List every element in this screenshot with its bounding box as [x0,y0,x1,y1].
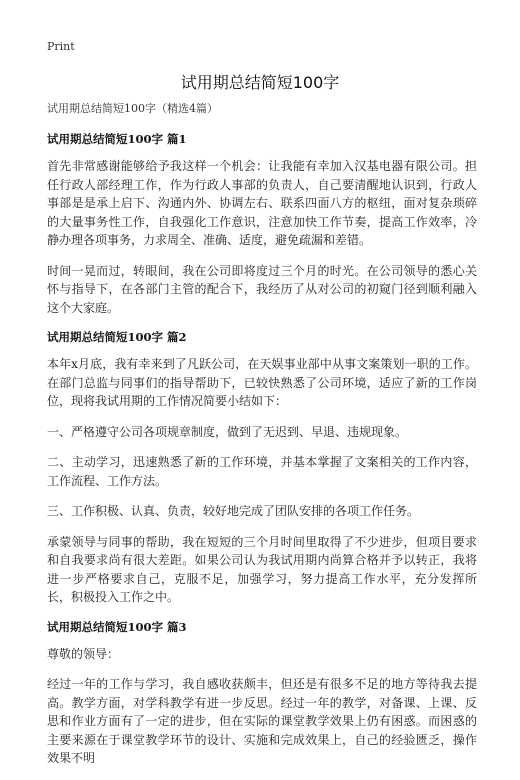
paragraph: 二、主动学习，迅速熟悉了新的工作环境，并基本掌握了文案相关的工作内容，工作流程、工作方法。 [47,455,477,488]
section-heading: 试用期总结简短100字 篇1 [47,132,187,146]
section-heading: 试用期总结简短100字 篇2 [47,330,187,344]
document-subtitle: 试用期总结简短100字（精选4篇） [47,102,218,115]
document-body [47,101,477,780]
section-heading: 试用期总结简短100字 篇3 [47,619,187,634]
section-2 [47,329,477,607]
paragraph: 经过一年的工作与学习，我自感收获颇丰，但还是有很多不足的地方等待我去提高。教学方面，对学科教学有进一步反思。经过一年的教学，对备课、上课、反思和作业方面有了一定的进步，但在实际的课堂教学效果上仍有困惑。而困惑的主要来源在于课堂教学环节的设计、实施和完成效果上，自己的经验匮乏，操作效果不明 [47,677,477,765]
paragraph: 三、工作积极、认真、负责，较好地完成了团队安排的各项工作任务。 [47,504,420,518]
salutation: 尊敬的领导： [47,646,120,661]
document-title: 试用期总结简短100字 [180,73,340,92]
paragraph: 首先非常感谢能够给予我这样一个机会：让我能有幸加入汉基电器有限公司。担任行政人部经理工作，作为行政人事部的负责人，自己要清醒地认识到，行政人事部是是承上启下、沟通内外、协调左右、联系四面八方的枢纽，面对复杂琐碎的大量事务性工作，自我强化工作意识，注意加快工作节奏，提高工作效率，冷静办理各项事务，力求周全、准确、适度，避免疏漏和差错。 [47,159,477,247]
section-3 [47,619,477,768]
paragraph: 时间一晃而过，转眼间，我在公司即将度过三个月的时光。在公司领导的悉心关怀与指导下，在各部门主管的配合下，我经历了从对公司的初窥门径到顺利融入这个大家庭。 [47,263,477,315]
paragraph: 一、严格遵守公司各项规章制度，做到了无迟到、早退、违规现象。 [47,424,408,439]
print-label[interactable]: Print [47,40,75,53]
paragraph: 承蒙领导与同事的帮助，我在短短的三个月时间里取得了不少进步，但项目要求和自我要求尚有很大差距。如果公司认为我试用期内尚算合格并予以转正，我将进一步严格要求自己，克服不足，加强学习，努力提高工作水平，充分发挥所长，积极投入工作之中。 [47,534,477,604]
paragraph: 本年x月底，我有幸来到了凡跃公司，在天娱事业部中从事文案策划一职的工作。在部门总监与同事们的指导帮助下，已较快熟悉了公司环境，适应了新的工作岗位，现将我试用期的工作情况简要小结如下： [47,357,477,408]
section-1 [47,131,477,317]
